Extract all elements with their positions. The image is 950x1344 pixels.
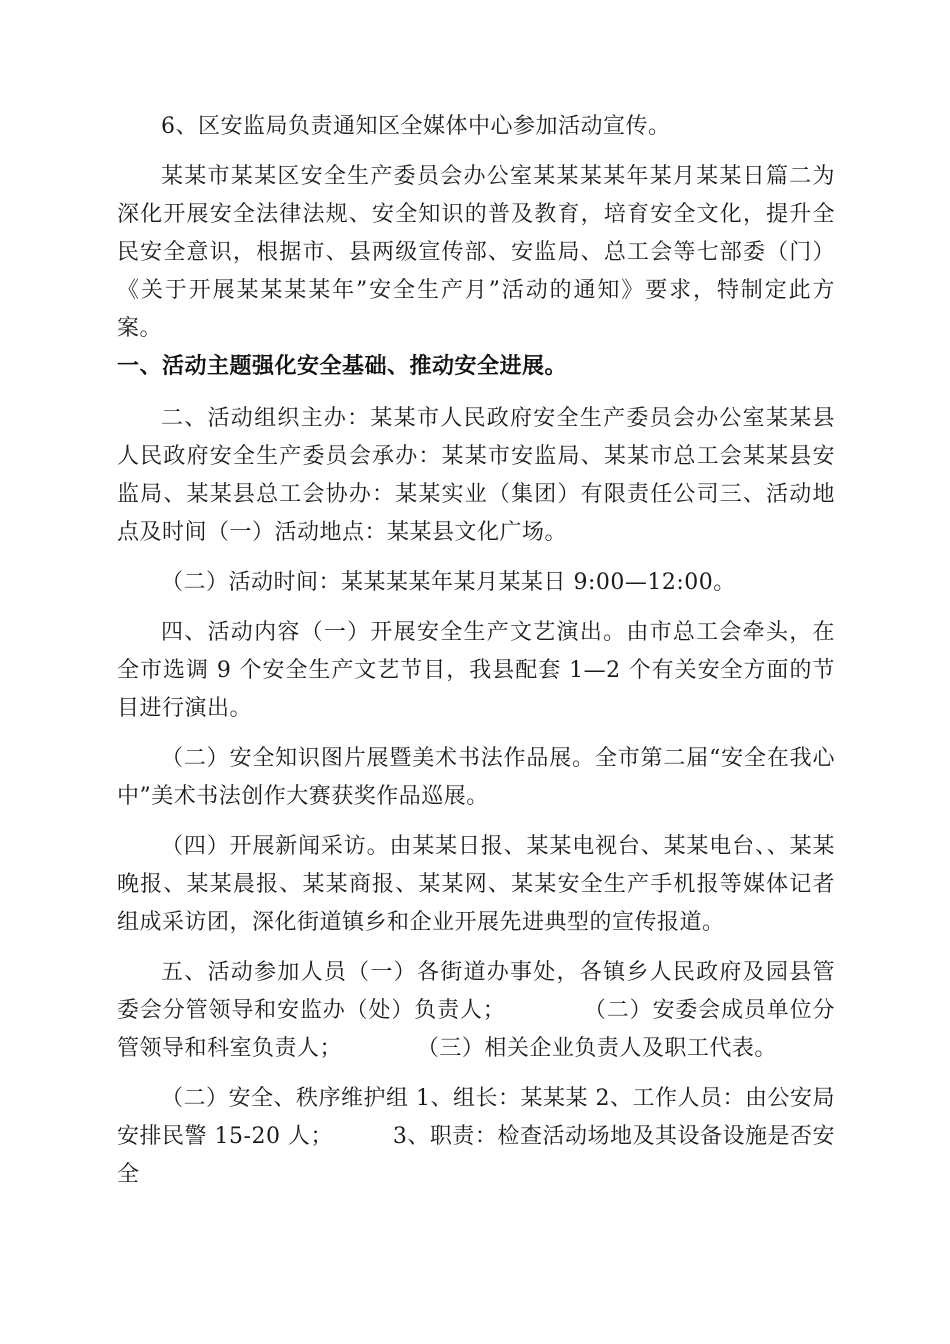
paragraph-activity-content: 四、活动内容（一）开展安全生产文艺演出。由市总工会牵头，在全市选调 9 个安全生产文艺节目，我县配套 1—2 个有关安全方面的节目进行演出。 [117,620,835,721]
paragraph-media-publicity: 6、区安监局负责通知区全媒体中心参加活动宣传。 [161,114,671,139]
paragraph-safety-month-intro: 某某市某某区安全生产委员会办公室某某某某年某月某某日篇二为深化开展安全法律法规、安全知识的普及教育，培育安全文化，提升全民安全意识，根据市、县两级宣传部、安监局、总工会等七部委（门）《关于开展某某某某年”安全生产月”活动的通知》要求，特制定此方案。 [117,164,835,341]
section-heading-activity-theme: 一、活动主题强化安全基础、推动安全进展。 [117,354,568,379]
paragraph-participants: 五、活动参加人员（一）各街道办事处，各镇乡人民政府及园县管委会分管领导和安监办（处）负责人； （二）安委会成员单位分管领导和科室负责人； （三）相关企业负责人及职工代表。 [117,960,835,1061]
paragraph-organizers: 二、活动组织主办：某某市人民政府安全生产委员会办公室某某县人民政府安全生产委员会承办：某某市安监局、某某市总工会某某县安监局、某某县总工会协办：某某实业（集团）有限责任公司三、活动地点及时间（一）活动地点：某某县文化广场。 [117,406,835,545]
document-body [117,108,835,1194]
paragraph-news-interviews: （四）开展新闻采访。由某某日报、某某电视台、某某电台、、某某晚报、某某晨报、某某商报、某某网、某某安全生产手机报等媒体记者组成采访团，深化街道镇乡和企业开展先进典型的宣传报道。 [117,834,835,935]
paragraph-security-group: （二）安全、秩序维护组 1、组长：某某某 2、工作人员：由公安局安排民警 15-20 人； 3、职责：检查活动场地及其设备设施是否安全 [117,1086,835,1187]
paragraph-activity-time: （二）活动时间：某某某某年某月某某日 9:00—12:00。 [161,570,736,595]
paragraph-exhibition: （二）安全知识图片展暨美术书法作品展。全市第二届“安全在我心中”美术书法创作大赛获奖作品巡展。 [117,746,835,809]
